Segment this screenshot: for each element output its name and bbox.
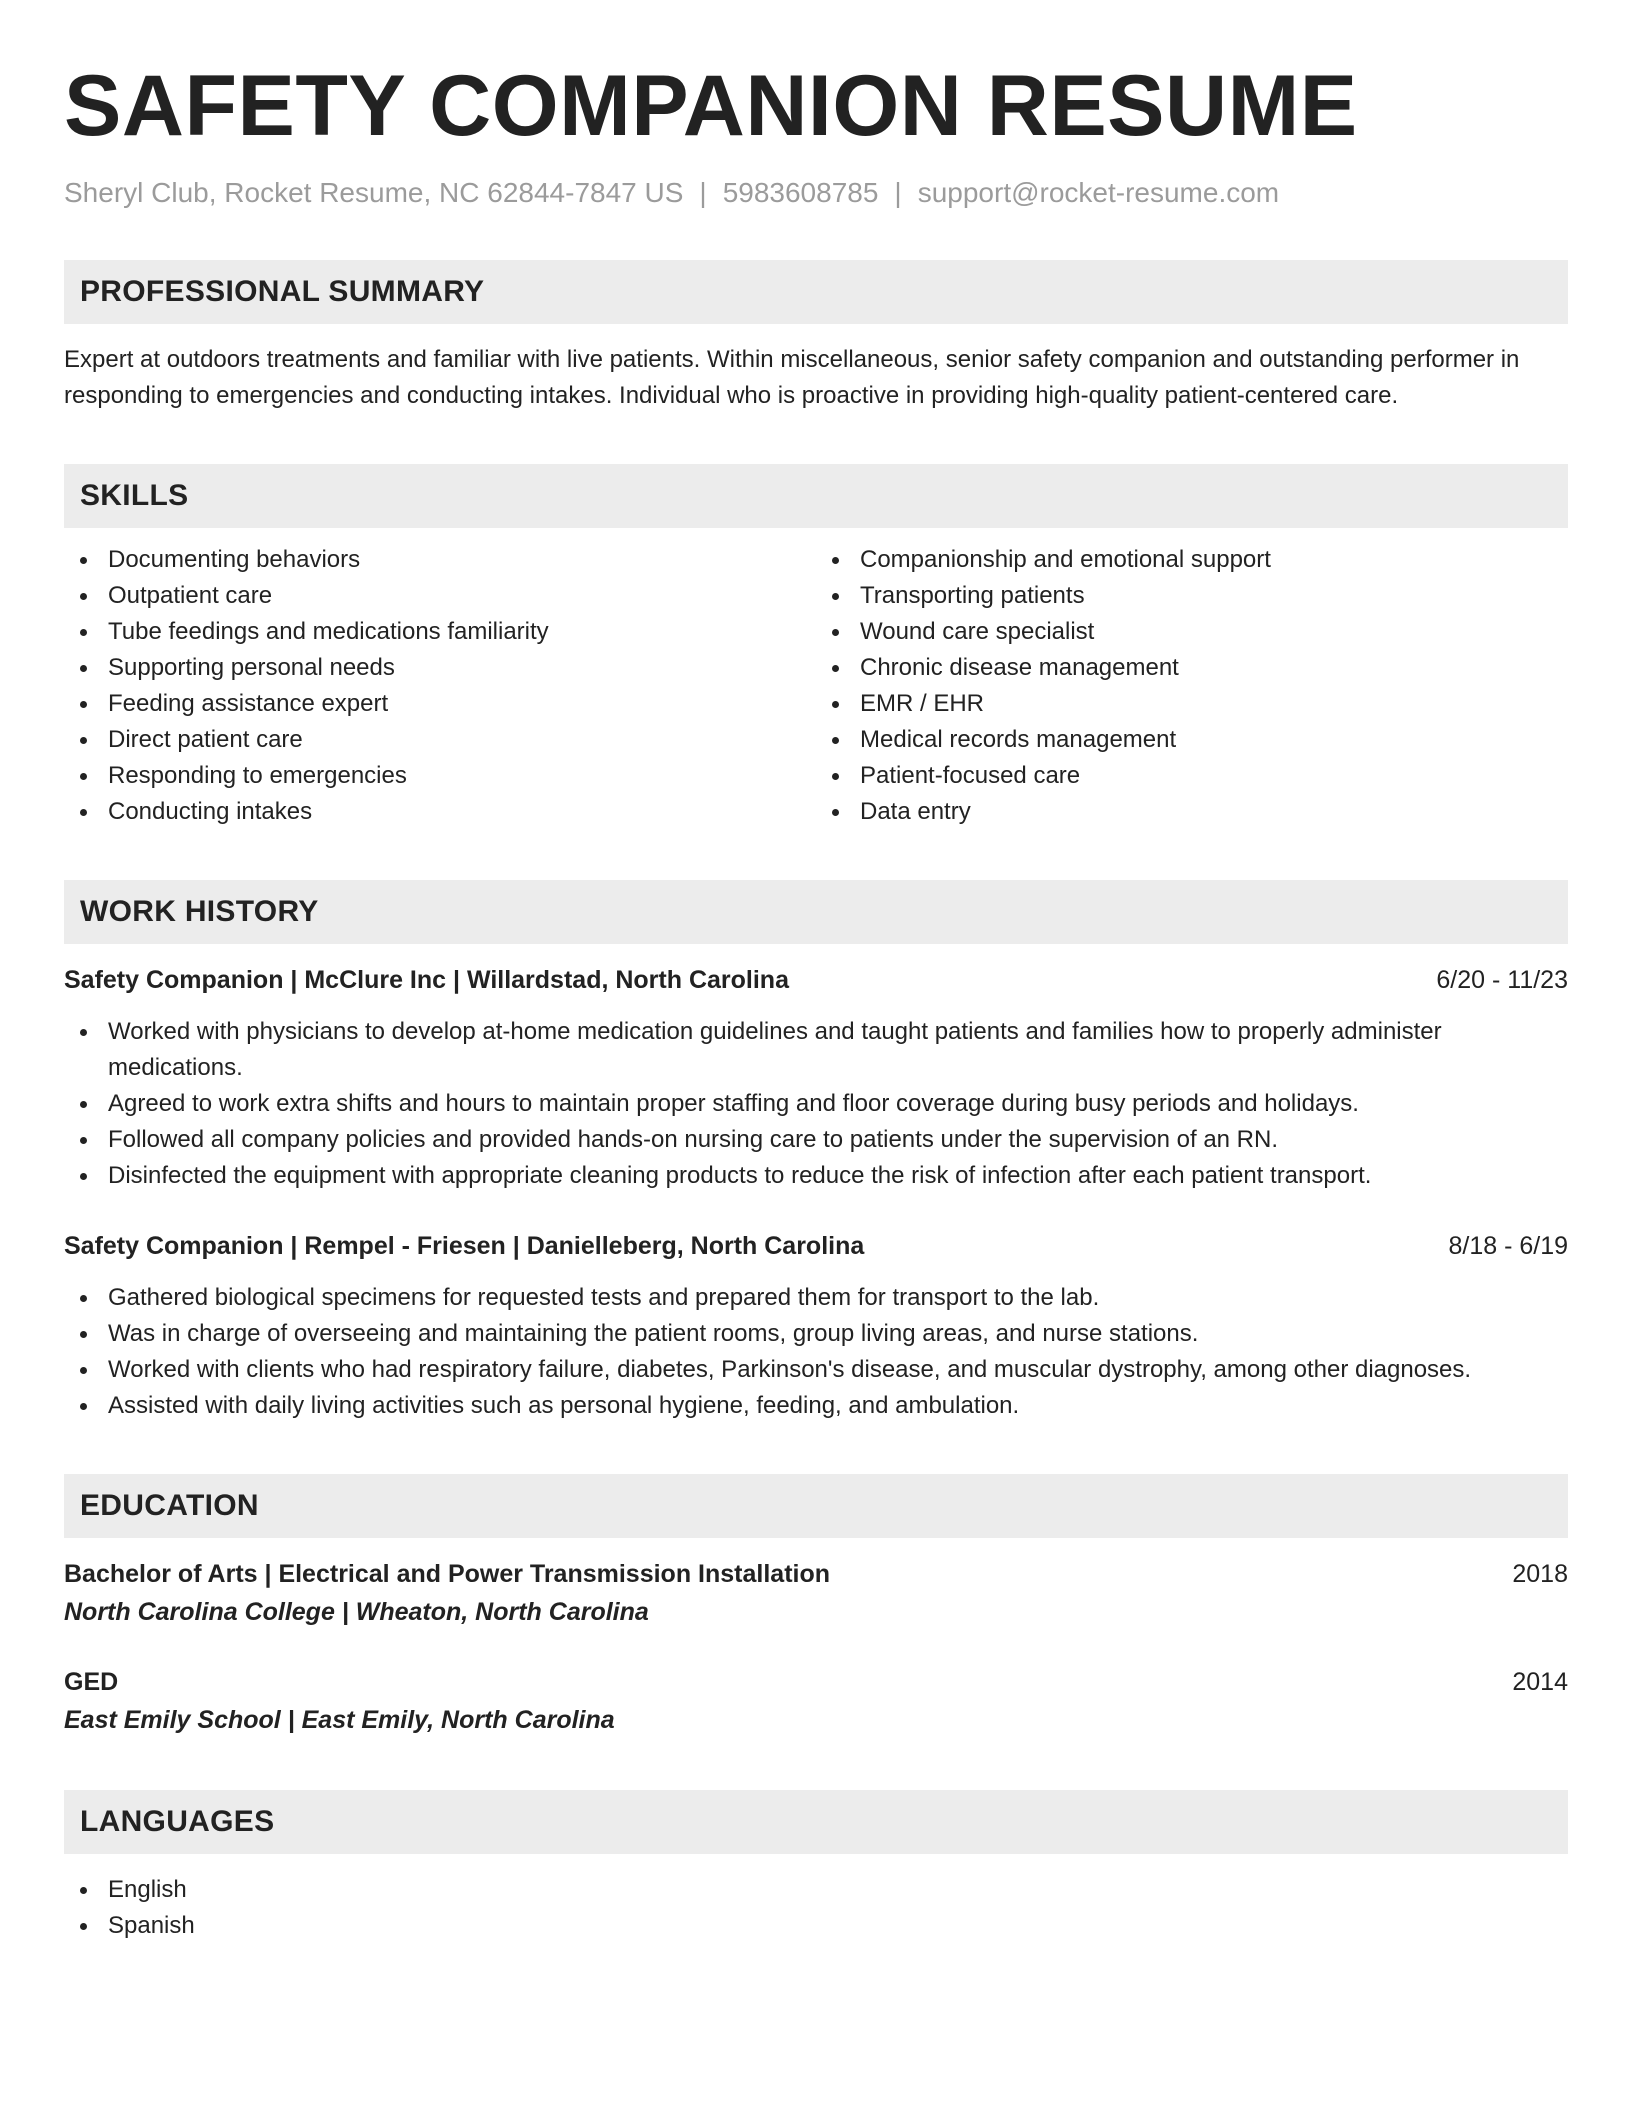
job-header: [64, 1228, 1568, 1264]
skill-item: Medical records management: [816, 722, 1568, 758]
job-bullets: [64, 1280, 1568, 1424]
education-degree: Bachelor of Arts | Electrical and Power Transmission Installation: [64, 1560, 831, 1588]
languages-section-header: [64, 1790, 1568, 1854]
skills-heading: SKILLS: [80, 479, 189, 512]
job-title: Safety Companion | Rempel - Friesen | Danielleberg, North Carolina: [64, 1232, 865, 1260]
contact-separator: |: [894, 177, 902, 208]
skills-list-right: [816, 542, 1568, 830]
education-degree: GED: [64, 1668, 119, 1696]
resume-title: SAFETY COMPANION RESUME: [64, 58, 1358, 154]
skill-item: Outpatient care: [64, 578, 816, 614]
skill-item: Chronic disease management: [816, 650, 1568, 686]
skill-item: Transporting patients: [816, 578, 1568, 614]
education-year: 2014: [1512, 1668, 1568, 1696]
job-bullet: Gathered biological specimens for requested tests and prepared them for transport to the lab.: [64, 1280, 1568, 1316]
job-bullet: Agreed to work extra shifts and hours to maintain proper staffing and floor coverage during busy periods and holidays.: [64, 1086, 1568, 1122]
education-school: North Carolina College | Wheaton, North Carolina: [64, 1598, 649, 1626]
summary-heading: PROFESSIONAL SUMMARY: [80, 275, 485, 308]
job-bullet: Worked with physicians to develop at-home medication guidelines and taught patients and families how to properly administer medications.: [64, 1014, 1568, 1086]
languages-heading: LANGUAGES: [80, 1805, 275, 1838]
education-header: [64, 1556, 1568, 1592]
education-heading: EDUCATION: [80, 1489, 259, 1522]
contact-phone: 5983608785: [722, 177, 879, 208]
job-dates: 6/20 - 11/23: [1436, 966, 1568, 994]
skill-item: Patient-focused care: [816, 758, 1568, 794]
skill-item: Direct patient care: [64, 722, 816, 758]
skill-item: Wound care specialist: [816, 614, 1568, 650]
job-bullets: [64, 1014, 1568, 1194]
education-header: [64, 1664, 1568, 1700]
work-section-header: [64, 880, 1568, 944]
job-dates: 8/18 - 6/19: [1448, 1232, 1568, 1260]
education-school: East Emily School | East Emily, North Carolina: [64, 1706, 615, 1734]
language-item: English: [64, 1872, 1568, 1908]
skill-item: Companionship and emotional support: [816, 542, 1568, 578]
skill-item: Documenting behaviors: [64, 542, 816, 578]
contact-email: support@rocket-resume.com: [917, 177, 1280, 208]
education-entry: [64, 1664, 1568, 1740]
job-header: [64, 962, 1568, 998]
summary-text: Expert at outdoors treatments and familiar with live patients. Within miscellaneous, senior safety companion and outstanding performer in responding to emergencies and conducting intakes. Individual who is proactive in providing high-quality patient-centered care.: [64, 346, 1520, 409]
contact-line: [64, 176, 1568, 210]
job-entry: [64, 962, 1568, 1194]
education-entry: [64, 1556, 1568, 1632]
skill-item: Tube feedings and medications familiarity: [64, 614, 816, 650]
education-year: 2018: [1512, 1560, 1568, 1588]
job-bullet: Was in charge of overseeing and maintaining the patient rooms, group living areas, and nurse stations.: [64, 1316, 1568, 1352]
skill-item: Feeding assistance expert: [64, 686, 816, 722]
language-item: Spanish: [64, 1908, 1568, 1944]
work-heading: WORK HISTORY: [80, 895, 319, 928]
skills-list-left: [64, 542, 816, 830]
contact-address: Sheryl Club, Rocket Resume, NC 62844-7847 US: [64, 177, 684, 208]
skill-item: Data entry: [816, 794, 1568, 830]
skills-grid: [64, 542, 1568, 830]
skills-section-header: [64, 464, 1568, 528]
summary-section-header: [64, 260, 1568, 324]
job-bullet: Followed all company policies and provided hands-on nursing care to patients under the supervision of an RN.: [64, 1122, 1568, 1158]
contact-separator: |: [699, 177, 707, 208]
job-entry: [64, 1228, 1568, 1424]
education-section-header: [64, 1474, 1568, 1538]
languages-list: [64, 1872, 1568, 1944]
job-bullet: Worked with clients who had respiratory failure, diabetes, Parkinson's disease, and muscular dystrophy, among other diagnoses.: [64, 1352, 1568, 1388]
skill-item: Supporting personal needs: [64, 650, 816, 686]
job-bullet: Assisted with daily living activities such as personal hygiene, feeding, and ambulation.: [64, 1388, 1568, 1424]
job-title: Safety Companion | McClure Inc | Willardstad, North Carolina: [64, 966, 789, 994]
skill-item: Responding to emergencies: [64, 758, 816, 794]
skill-item: Conducting intakes: [64, 794, 816, 830]
job-bullet: Disinfected the equipment with appropriate cleaning products to reduce the risk of infection after each patient transport.: [64, 1158, 1568, 1194]
skill-item: EMR / EHR: [816, 686, 1568, 722]
